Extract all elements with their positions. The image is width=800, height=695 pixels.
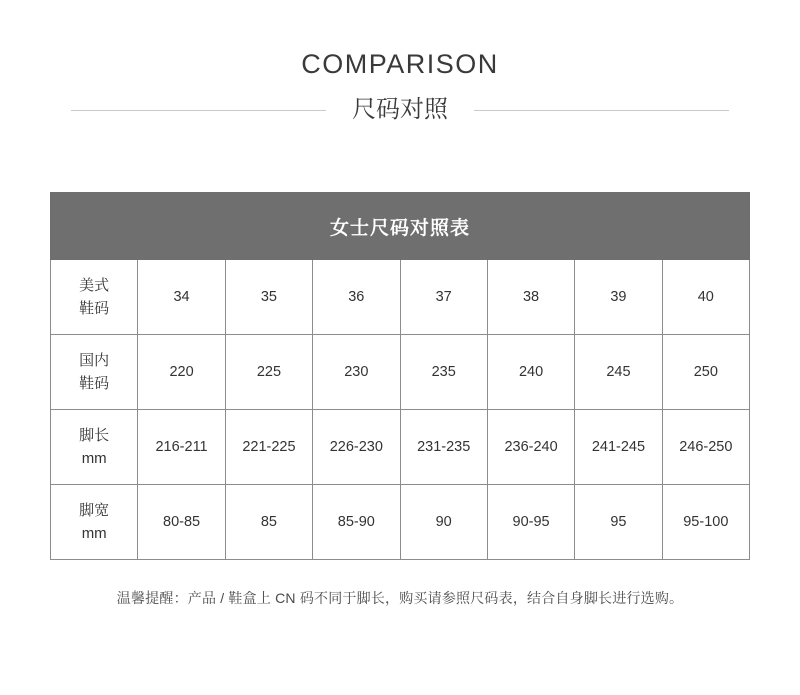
cell-length-4: 236-240: [487, 410, 574, 485]
cell-width-4: 90-95: [487, 485, 574, 560]
cell-length-1: 221-225: [225, 410, 312, 485]
row-label-line1: 脚宽: [79, 501, 110, 519]
table-row: [51, 335, 750, 410]
row-label-us-size: [51, 260, 138, 335]
page-header: [0, 0, 800, 125]
row-label-line1: 脚长: [79, 426, 110, 444]
cell-us-4: 38: [487, 260, 574, 335]
page-title-english: COMPARISON: [301, 49, 499, 79]
row-label-line2: mm: [81, 450, 107, 468]
cell-us-5: 39: [575, 260, 662, 335]
divider-left: [71, 110, 326, 111]
cell-length-6: 246-250: [662, 410, 749, 485]
cell-width-5: 95: [575, 485, 662, 560]
cell-cn-6: 250: [662, 335, 749, 410]
row-label-foot-length: [51, 410, 138, 485]
cell-us-0: 34: [138, 260, 225, 335]
row-label-line2: mm: [81, 525, 107, 543]
cell-cn-4: 240: [487, 335, 574, 410]
cell-length-0: 216-211: [138, 410, 225, 485]
table-caption: 女士尺码对照表: [51, 193, 750, 260]
row-label-cn-size: [51, 335, 138, 410]
table-row: [51, 260, 750, 335]
cell-width-0: 80-85: [138, 485, 225, 560]
table-row: [51, 485, 750, 560]
cell-us-6: 40: [662, 260, 749, 335]
row-label-foot-width: [51, 485, 138, 560]
table-caption-row: [51, 193, 750, 260]
cell-length-2: 226-230: [313, 410, 400, 485]
page-title-chinese: 尺码对照: [352, 96, 448, 124]
cell-cn-0: 220: [138, 335, 225, 410]
cell-length-5: 241-245: [575, 410, 662, 485]
cell-width-6: 95-100: [662, 485, 749, 560]
cell-width-1: 85: [225, 485, 312, 560]
cell-length-3: 231-235: [400, 410, 487, 485]
row-label-line1: 国内: [79, 351, 110, 369]
page-subtitle-row: [0, 96, 800, 125]
cell-us-1: 35: [225, 260, 312, 335]
cell-us-3: 37: [400, 260, 487, 335]
size-table-wrap: [50, 192, 750, 560]
cell-cn-5: 245: [575, 335, 662, 410]
cell-cn-3: 235: [400, 335, 487, 410]
size-table: [50, 192, 750, 560]
row-label-line2: 鞋码: [79, 300, 110, 318]
cell-width-2: 85-90: [313, 485, 400, 560]
row-label-line2: 鞋码: [79, 375, 110, 393]
divider-right: [474, 110, 729, 111]
row-label-line1: 美式: [79, 276, 110, 294]
table-row: [51, 410, 750, 485]
cell-cn-1: 225: [225, 335, 312, 410]
cell-width-3: 90: [400, 485, 487, 560]
cell-us-2: 36: [313, 260, 400, 335]
cell-cn-2: 230: [313, 335, 400, 410]
footer-note: 温馨提醒：产品 / 鞋盒上 CN 码不同于脚长，购买请参照尺码表，结合自身脚长进行选购。: [116, 590, 684, 607]
